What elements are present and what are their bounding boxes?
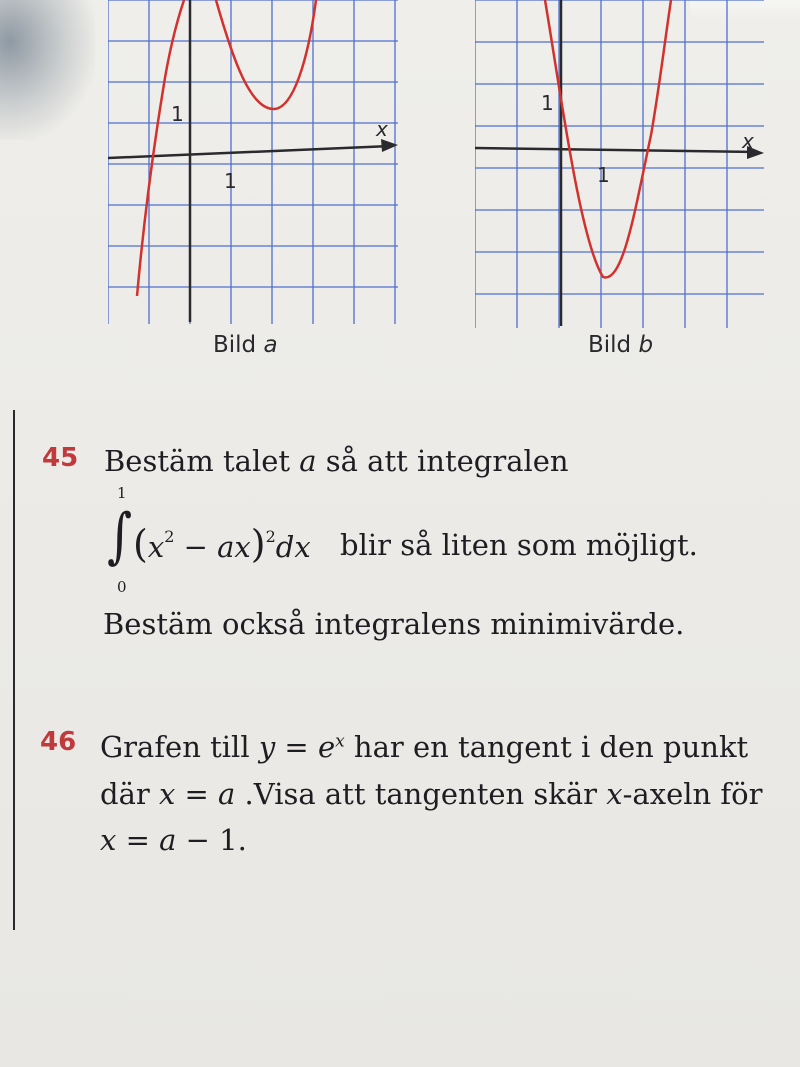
caption-a-letter: a — [263, 332, 278, 358]
margin-rule — [13, 410, 15, 930]
p46-l2-x2: x — [606, 777, 623, 811]
integrand-x: x — [147, 530, 165, 564]
p46-l2-x: x — [158, 777, 176, 811]
integrand — [133, 522, 311, 566]
p45-text-b: så att integralen — [325, 444, 569, 478]
p46-l3-end: − 1. — [176, 823, 247, 857]
close-paren: ) — [250, 522, 266, 566]
p46-l1-y: y — [258, 730, 276, 764]
p46-l2-end: -axeln för — [622, 777, 763, 811]
curve-a — [137, 0, 316, 296]
problem-45-number: 45 — [42, 443, 79, 473]
caption-b-prefix: Bild — [588, 332, 632, 358]
p46-l2-eq: = — [175, 777, 219, 811]
integral-sign: ∫ — [107, 501, 133, 571]
photo-shadow — [0, 0, 95, 140]
p46-l1-start: Grafen till — [100, 730, 250, 764]
caption-b-letter: b — [638, 332, 654, 358]
problem-45-line-3: Bestäm också integralens minimivärde. — [103, 607, 685, 641]
grid-b — [475, 0, 764, 328]
p46-l1-exp: x — [335, 731, 345, 752]
x-axis-label-a: x — [376, 117, 388, 141]
integrand-ax: ax — [217, 530, 251, 564]
problem-46-number: 46 — [40, 727, 77, 757]
x-tick-label-b: 1 — [597, 163, 610, 187]
integrand-dx: dx — [275, 530, 311, 564]
p46-l2-start: där — [100, 777, 150, 811]
x-tick-label-a: 1 — [224, 169, 237, 193]
graph-a — [108, 0, 400, 326]
y-tick-label-a: 1 — [171, 102, 184, 126]
p46-l2-a: a — [218, 777, 236, 811]
x-axis-label-b: x — [742, 129, 754, 153]
p46-l3-eq: = — [116, 823, 160, 857]
integral-lower-limit: 0 — [117, 578, 127, 596]
p45-var-a: a — [299, 444, 317, 478]
caption-a-prefix: Bild — [213, 332, 257, 358]
problem-46-line-1 — [100, 730, 748, 764]
problem-45-line-2: blir så liten som möjligt. — [340, 528, 698, 562]
open-paren: ( — [133, 522, 148, 566]
y-tick-label-b: 1 — [541, 91, 554, 115]
p46-l2-mid: .Visa att tangenten skär — [235, 777, 598, 811]
problem-46-line-2 — [100, 777, 762, 811]
integrand-outer-exponent: 2 — [265, 527, 276, 547]
integrand-inner-exponent: 2 — [164, 527, 175, 547]
graph-b — [475, 0, 765, 330]
integral-upper-limit: 1 — [117, 484, 127, 502]
p46-l1-end: har en tangent i den punkt — [344, 730, 749, 764]
p46-l1-e: e — [317, 730, 336, 764]
p46-l3-x: x — [100, 823, 117, 857]
x-axis-a — [108, 146, 392, 158]
problem-45-line-1 — [104, 444, 569, 478]
caption-b — [588, 332, 653, 358]
p45-text-a: Bestäm talet — [104, 444, 291, 478]
caption-a — [213, 332, 278, 358]
integrand-minus: − — [174, 530, 218, 564]
problem-46-line-3 — [100, 823, 247, 857]
p46-l3-a: a — [159, 823, 177, 857]
p46-l1-eq: = — [275, 730, 318, 764]
